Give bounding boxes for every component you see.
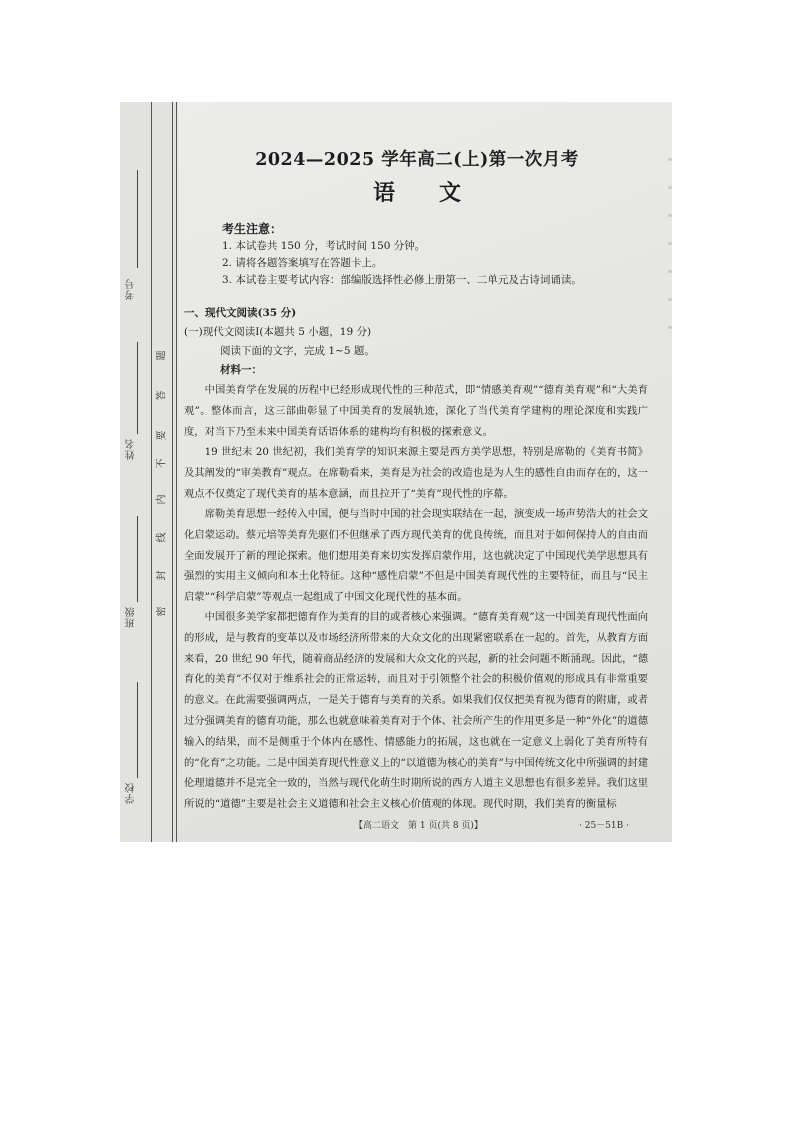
exam-code: · 25－51B · <box>579 821 629 831</box>
seal-char: 内 <box>156 494 168 505</box>
seal-char: 答 <box>156 390 168 401</box>
kaohao-blank <box>137 170 138 268</box>
notice-item: 2. 请将各题答案填写在答题卡上。 <box>222 257 383 269</box>
exam-photo <box>120 102 672 842</box>
seal-char: 要 <box>156 430 168 441</box>
notice-item: 3. 本试卷主要考试内容：部编版选择性必修上册第一、二单元及古诗词诵读。 <box>222 274 582 286</box>
exam-title: 2024—2025 学年高二(上)第一次月考 <box>255 150 579 170</box>
seal-char: 题 <box>156 350 168 361</box>
bleed-through <box>668 158 672 161</box>
page-content <box>184 102 650 842</box>
seal-char: 封 <box>156 570 168 581</box>
subsection-heading: (一)现代文阅读Ⅰ(本题共 5 小题，19 分) <box>184 326 372 338</box>
xuexiao-blank <box>137 682 138 778</box>
material-label: 材料一： <box>220 364 262 376</box>
xuexiao-label: 学校 <box>126 782 137 804</box>
margin-rule <box>176 102 177 842</box>
seal-char: 线 <box>156 532 168 543</box>
bleed-through <box>668 326 672 329</box>
paragraph: 席勒美育思想一经传入中国，便与当时中国的社会现实联结在一起，演变成一场声势浩大的社会文化启蒙运动。蔡元培等美育先驱们不但继承了西方现代美育的优良传统，而且对于如何保持人的自由而全面发展开了新的理论探索。他们想用美育来切实发挥启蒙作用，这也就决定了中国现代美学思想具有强烈的实用主义倾向和本土化特征。这种“感性启蒙”不但是中国美育现代性的主要特征，而且与“民主启蒙”“科学启蒙”等观点一起组成了中国文化现代性的基本面。 <box>184 508 648 604</box>
binding-margin <box>120 102 178 842</box>
reading-instruction: 阅读下面的文字，完成 1~5 题。 <box>220 345 375 357</box>
paragraph: 19 世纪末 20 世纪初，我们美育学的知识来源主要是西方美学思想，特别是席勒的《美育书简》及其阐发的“审美教育”观点。在席勒看来，美育是为社会的改造也是为人生的感性自由而存在的，这一观点不仅奠定了现代美育的基本意涵，而且拉开了“美育”现代性的序幕。 <box>184 446 648 500</box>
bleed-through <box>668 270 672 273</box>
bleed-through <box>668 186 672 189</box>
xingming-label: 姓名 <box>126 438 137 460</box>
section-heading: 一、现代文阅读(35 分) <box>184 307 297 319</box>
margin-rule <box>151 102 152 842</box>
margin-rule <box>172 102 173 842</box>
seal-char: 不 <box>156 458 168 469</box>
bleed-through <box>668 242 672 245</box>
xingming-blank <box>137 342 138 434</box>
subject-title: 语文 <box>372 180 505 206</box>
notice-heading: 考生注意： <box>222 222 283 236</box>
bleed-through <box>668 214 672 217</box>
page-number: 【高二语文 第 1 页(共 8 页)】 <box>354 821 483 831</box>
bleed-through <box>668 298 672 301</box>
banji-blank <box>137 516 138 602</box>
notice-item: 1. 本试卷共 150 分，考试时间 150 分钟。 <box>222 240 426 252</box>
kaohao-label: 考号 <box>126 278 137 300</box>
paragraph: 中国很多美学家都把德育作为美育的目的或者核心来强调。“德育美育观”这一中国美育现代性面向的形成，是与教育的变革以及市场经济所带来的大众文化的出现紧密联系在一起的。首先，从教育方面来看，20 世纪 90 年代，随着商品经济的发展和大众文化的兴起，新的社会问题不断涌现。因此，“德育化的美育”不仅对于维系社会的正常运转，而且对于引领整个社会的积极价值观的形成具有非常重要的意义。在此需要强调两点，一是关于德育与美育的关系。如果我们仅仅把美育视为德育的附庸，或者过分强调美育的德育功能，那么也就意味着美育对于个体、社会所产生的作用更多是一种“外化”的道德输入的结果，而不是侧重于个体内在感性、情感能力的拓展，这也就在一定意义上弱化了美育所特有的“化育”之功能。二是中国美育现代性意义上的“以道德为核心的美育”与中国传统文化中所强调的封建伦理道德并不是完全一致的，当然与现代化萌生时期所说的西方人道主义思想也有很多差异。我们这里所说的“道德”主要是社会主义道德和社会主义核心价值观的体现。现代时期，我们美育的衡量标 <box>184 611 648 811</box>
seal-char: 密 <box>156 606 168 617</box>
paragraph: 中国美育学在发展的历程中已经形成现代性的三种范式，即“情感美育观”“德育美育观”和“大美育观”。整体而言，这三部曲彰显了中国美育的发展轨迹，深化了当代美育学建构的理论深度和实践广度，对当下乃至未来中国美育话语体系的建构均有积极的探索意义。 <box>184 384 648 438</box>
banji-label: 班级 <box>126 606 137 628</box>
